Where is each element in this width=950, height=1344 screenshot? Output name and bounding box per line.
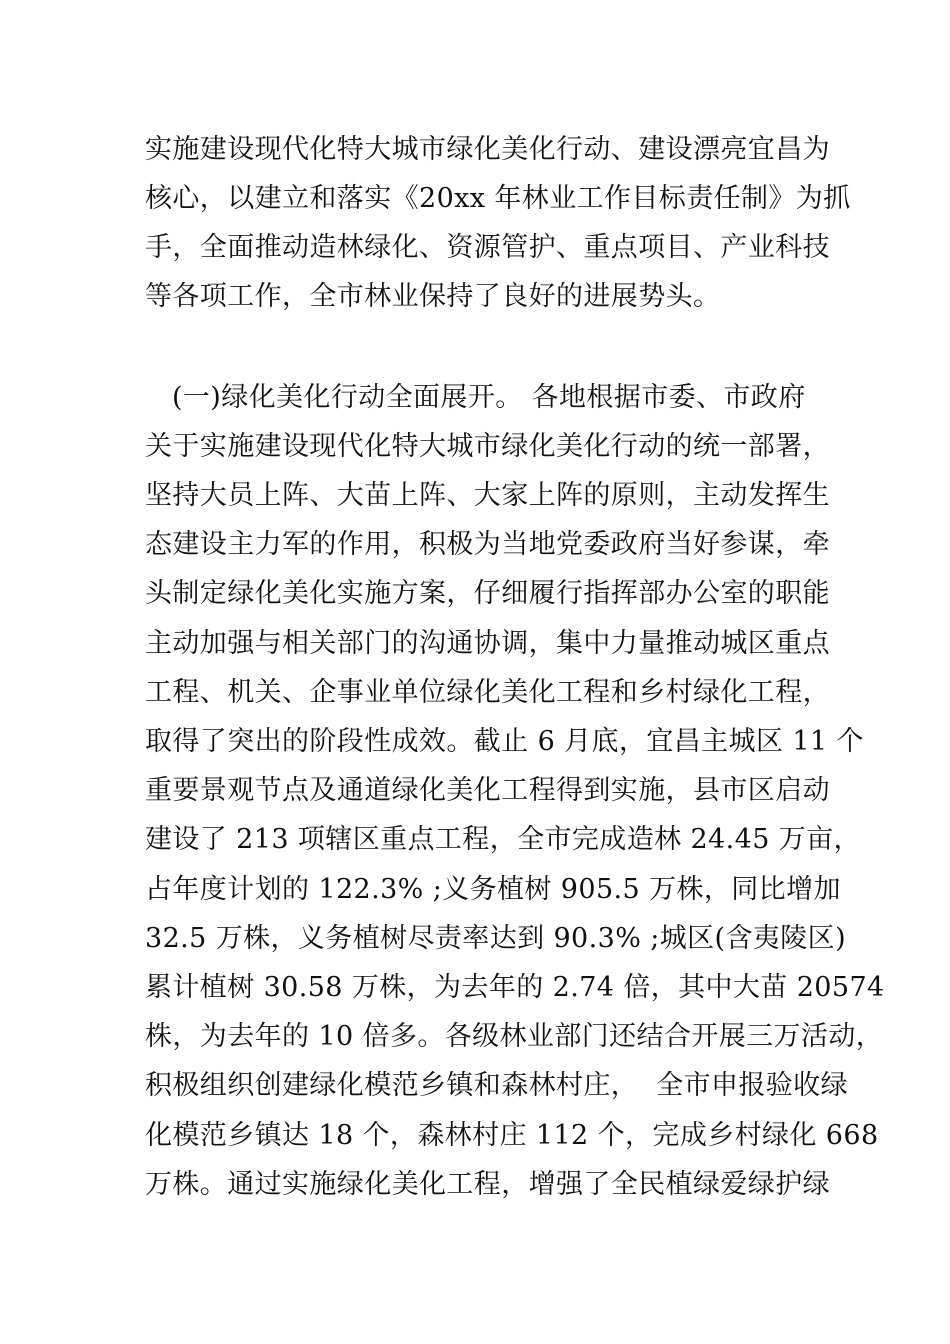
text-line: 累计植树 30.58 万株，为去年的 2.74 倍，其中大苗 20574 xyxy=(145,972,885,1003)
text-line: 实施建设现代化特大城市绿化美化行动、建设漂亮宜昌为 xyxy=(145,134,830,165)
text-line: 建设了 213 项辖区重点工程，全市完成造林 24.45 万亩， xyxy=(145,824,861,855)
text-line: 坚持大员上阵、大苗上阵、大家上阵的原则，主动发挥生 xyxy=(145,480,830,511)
text-line: 态建设主力军的作用，积极为当地党委政府当好参谋，牵 xyxy=(145,529,830,560)
text-line: 株，为去年的 10 倍多。各级林业部门还结合开展三万活动， xyxy=(145,1021,884,1052)
text-line: 32.5 万株，义务植树尽责率达到 90.3% ;城区(含夷陵区) xyxy=(145,923,847,954)
text-line: 万株。通过实施绿化美化工程，增强了全民植绿爱绿护绿 xyxy=(145,1169,830,1200)
text-line: 重要景观节点及通道绿化美化工程得到实施，县市区启动 xyxy=(145,775,830,806)
text-line: 工程、机关、企事业单位绿化美化工程和乡村绿化工程， xyxy=(145,677,830,708)
text-line: 主动加强与相关部门的沟通协调，集中力量推动城区重点 xyxy=(145,628,830,659)
text-line: 取得了突出的阶段性成效。截止 6 月底，宜昌主城区 11 个 xyxy=(145,726,864,757)
text-line: 占年度计划的 122.3% ;义务植树 905.5 万株，同比增加 xyxy=(145,874,841,905)
text-line: 手，全面推动造林绿化、资源管护、重点项目、产业科技 xyxy=(145,232,830,263)
text-line: 化模范乡镇达 18 个，森林村庄 112 个，完成乡村绿化 668 xyxy=(145,1120,879,1151)
text-line: (一)绿化美化行动全面展开。 各地根据市委、市政府 xyxy=(145,382,806,413)
text-line: 积极组织创建绿化模范乡镇和森林村庄， 全市申报验收绿 xyxy=(145,1070,848,1101)
text-line: 关于实施建设现代化特大城市绿化美化行动的统一部署， xyxy=(145,431,830,462)
text-line: 等各项工作，全市林业保持了良好的进展势头。 xyxy=(145,281,721,312)
text-line: 核心，以建立和落实《20xx 年林业工作目标责任制》为抓 xyxy=(145,183,851,214)
text-line: 头制定绿化美化实施方案，仔细履行指挥部办公室的职能 xyxy=(145,578,830,609)
